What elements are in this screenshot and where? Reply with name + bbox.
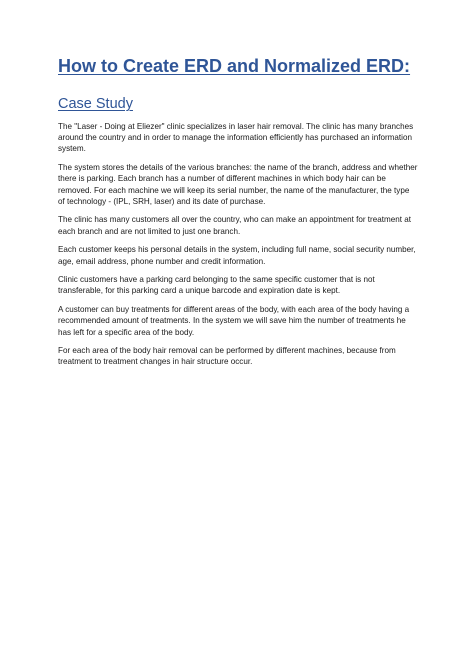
paragraph-branches: The system stores the details of the various branches: the name of the branch, address and whether there is parking. Each branch has a number of different machines in which body hair can be removed. For each machine we will keep its serial number, the name of the manufacturer, the type of technology - (IPL, SRH, laser) and its date of purchase. — [58, 163, 418, 206]
paragraph-customer-details: Each customer keeps his personal details in the system, including full name, social security number, age, email address, phone number and credit information. — [58, 245, 416, 266]
document-title: How to Create ERD and Normalized ERD: — [58, 56, 411, 76]
paragraph-customers: The clinic has many customers all over the country, who can make an appointment for treatment at each branch and are not limited to just one branch. — [58, 215, 411, 236]
paragraph-clinic-intro: The "Laser - Doing at Eliezer" clinic specializes in laser hair removal. The clinic has many branches around the country and in order to manage the information efficiently has purchased an information system. — [58, 122, 414, 154]
paragraph-parking-card: Clinic customers have a parking card belonging to the same specific customer that is not transferable, for this parking card a unique barcode and expiration date is kept. — [58, 275, 375, 296]
paragraph-body-areas: For each area of the body hair removal can be performed by different machines, because from treatment to treatment changes in hair structure occur. — [58, 346, 396, 367]
case-study-body — [58, 121, 420, 375]
paragraph-treatments: A customer can buy treatments for different areas of the body, with each area of the body having a recommended amount of treatments. In the system we will save him the number of treatments he has left for a specific area of the body. — [58, 305, 410, 337]
section-heading-case-study: Case Study — [58, 96, 133, 112]
